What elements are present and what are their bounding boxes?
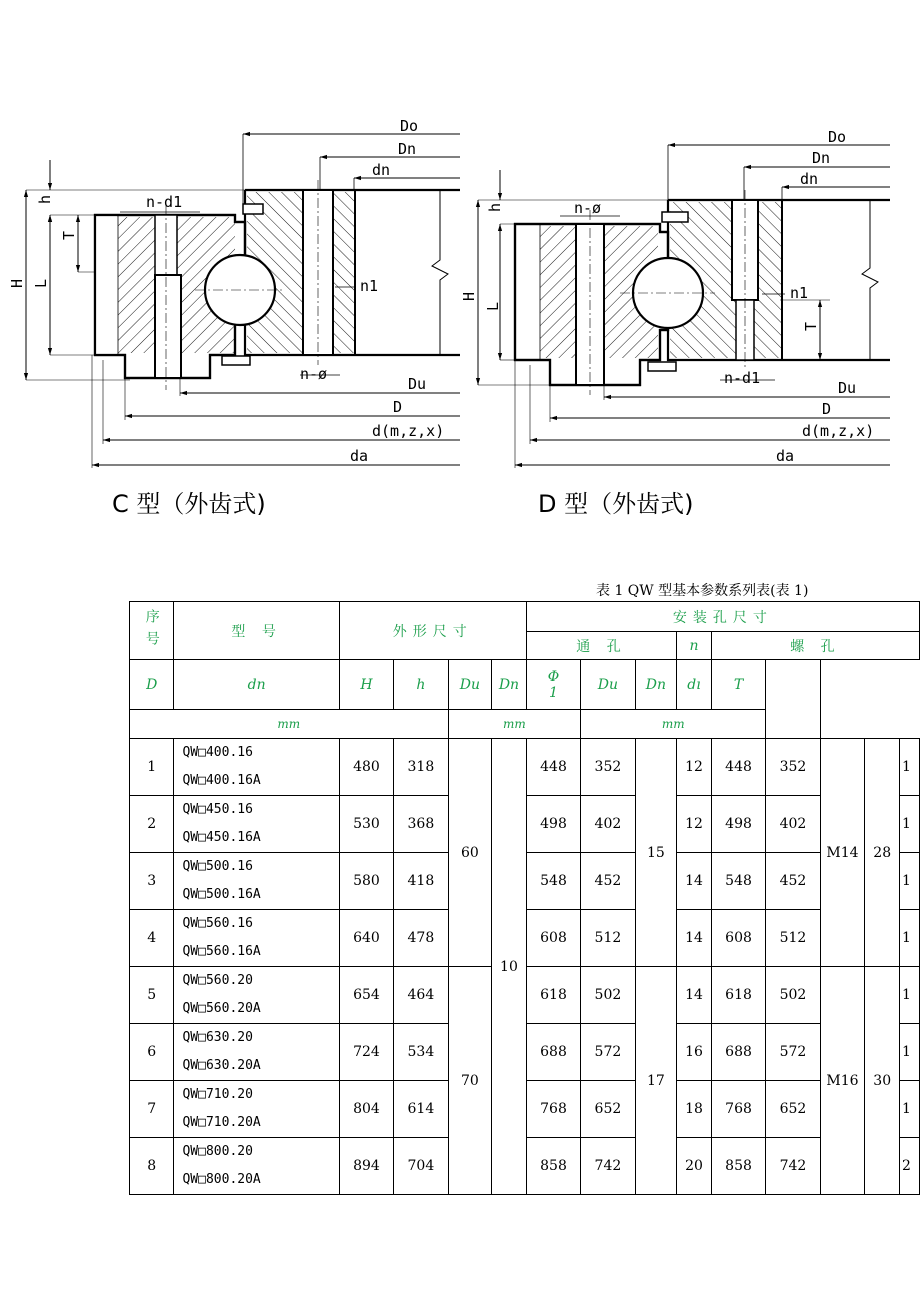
- cell-D: 530: [339, 796, 393, 853]
- table-caption: 表 1 QW 型基本参数系列表(表 1): [596, 583, 809, 599]
- header-n: n: [677, 632, 712, 660]
- cell-dn: 704: [394, 1138, 448, 1195]
- c-label-T: T: [60, 230, 78, 240]
- cell-Du: 498: [526, 796, 580, 853]
- d-label-n-d1: n-d1: [724, 369, 761, 387]
- d-label-D: D: [822, 400, 832, 418]
- cell-d1: M16: [820, 967, 865, 1195]
- cell-seq: 1: [130, 739, 174, 796]
- header-H: H: [339, 660, 393, 710]
- d-label-d: d(m,z,x): [802, 422, 875, 440]
- cell-Dn: 502: [581, 967, 635, 1024]
- d-label-H: H: [460, 291, 478, 301]
- cell-dn: 464: [394, 967, 448, 1024]
- cell-n: 18: [677, 1081, 712, 1138]
- c-label-n-d1: n-d1: [146, 193, 183, 211]
- cell-tapped-Dn: 402: [766, 796, 820, 853]
- cell-model: [174, 1138, 339, 1195]
- cell-D: 724: [339, 1024, 393, 1081]
- d-label-T: T: [802, 321, 820, 331]
- d-type-drawing: [478, 145, 890, 468]
- cell-D: 804: [339, 1081, 393, 1138]
- unit-through: mm: [448, 710, 581, 739]
- cell-model-a: QW□500.16: [182, 859, 253, 874]
- cell-Dn: 652: [581, 1081, 635, 1138]
- header-seq: 序号: [130, 602, 174, 660]
- cell-model-a: QW□560.20: [182, 973, 253, 988]
- cell-Dn: 402: [581, 796, 635, 853]
- cell-model: [174, 1024, 339, 1081]
- cell-tapped-Du: 448: [711, 739, 765, 796]
- cell-Du: 618: [526, 967, 580, 1024]
- cell-model-b: QW□800.20A: [182, 1172, 261, 1187]
- cell-model-b: QW□560.20A: [182, 1001, 261, 1016]
- cell-last: 1: [900, 967, 920, 1024]
- cell-tapped-Du: 618: [711, 967, 765, 1024]
- cell-last: 1: [900, 796, 920, 853]
- cell-n: 14: [677, 967, 712, 1024]
- cell-dn: 478: [394, 910, 448, 967]
- cell-D: 894: [339, 1138, 393, 1195]
- cell-dn: 318: [394, 739, 448, 796]
- cell-seq: 4: [130, 910, 174, 967]
- cell-last: 1: [900, 1024, 920, 1081]
- c-label-da: da: [350, 447, 369, 465]
- cell-T: 28: [865, 739, 900, 967]
- unit-tapped: mm: [581, 710, 766, 739]
- cell-Du: 768: [526, 1081, 580, 1138]
- cell-tapped-Du: 498: [711, 796, 765, 853]
- cell-Dn: 572: [581, 1024, 635, 1081]
- cell-tapped-Du: 858: [711, 1138, 765, 1195]
- header-tapped-hole: 螺 孔: [711, 632, 919, 660]
- cell-model: [174, 739, 339, 796]
- cell-n: 14: [677, 910, 712, 967]
- c-label-H: H: [8, 278, 26, 288]
- cell-last: 1: [900, 910, 920, 967]
- cell-dn: 418: [394, 853, 448, 910]
- d-label-L: L: [484, 301, 502, 311]
- cell-Du: 548: [526, 853, 580, 910]
- cell-model-b: QW□710.20A: [182, 1115, 261, 1130]
- d-label-Du: Du: [838, 379, 857, 397]
- d-label-Dn: Dn: [812, 149, 831, 167]
- header-phi-symbol: Φ: [547, 668, 560, 685]
- header-Du: Du: [448, 660, 492, 710]
- header-outer-dims: 外形尺寸: [339, 602, 526, 660]
- header-T: T: [711, 660, 765, 710]
- cell-h: 10: [492, 739, 527, 1195]
- cell-phi: 17: [635, 967, 677, 1195]
- cell-tapped-Dn: 742: [766, 1138, 820, 1195]
- technical-drawings: [0, 0, 920, 560]
- cell-tapped-Dn: 452: [766, 853, 820, 910]
- d-label-n-phi: n-ø: [574, 199, 602, 217]
- cell-seq: 2: [130, 796, 174, 853]
- header-d1: dı: [677, 660, 712, 710]
- unit-outer: mm: [130, 710, 449, 739]
- header-dn: dn: [174, 660, 339, 710]
- c-label-n1: n1: [360, 277, 379, 295]
- cell-H: 60: [448, 739, 492, 967]
- header-D: D: [130, 660, 174, 710]
- header-tapped-Dn: Dn: [635, 660, 677, 710]
- cell-Du: 608: [526, 910, 580, 967]
- cell-D: 654: [339, 967, 393, 1024]
- c-label-h: h: [36, 194, 54, 204]
- c-label-Do: Do: [400, 117, 419, 135]
- cell-model: [174, 796, 339, 853]
- cell-model-a: QW□710.20: [182, 1087, 253, 1102]
- cell-H: 70: [448, 967, 492, 1195]
- cell-n: 12: [677, 796, 712, 853]
- cell-last: 1: [900, 739, 920, 796]
- cell-last: 1: [900, 1081, 920, 1138]
- cell-seq: 7: [130, 1081, 174, 1138]
- cell-Dn: 512: [581, 910, 635, 967]
- c-label-dn: dn: [372, 161, 391, 179]
- header-phi: [526, 660, 580, 710]
- cell-tapped-Du: 768: [711, 1081, 765, 1138]
- cell-seq: 6: [130, 1024, 174, 1081]
- cell-model: [174, 853, 339, 910]
- cell-tapped-Du: 688: [711, 1024, 765, 1081]
- cell-n: 16: [677, 1024, 712, 1081]
- cell-model-a: QW□400.16: [182, 745, 253, 760]
- header-cut-column: [766, 660, 820, 739]
- cell-Dn: 452: [581, 853, 635, 910]
- cell-seq: 5: [130, 967, 174, 1024]
- parameter-table: [129, 601, 920, 1195]
- cell-tapped-Dn: 512: [766, 910, 820, 967]
- header-tapped-Du: Du: [581, 660, 635, 710]
- cell-last: 2: [900, 1138, 920, 1195]
- cell-model-b: QW□450.16A: [182, 830, 261, 845]
- c-label-L: L: [32, 278, 50, 288]
- header-model: 型 号: [174, 602, 339, 660]
- cell-T: 30: [865, 967, 900, 1195]
- cell-dn: 368: [394, 796, 448, 853]
- d-label-n1: n1: [790, 284, 809, 302]
- cell-n: 14: [677, 853, 712, 910]
- header-phi-sub: 1: [549, 684, 558, 701]
- cell-n: 12: [677, 739, 712, 796]
- cell-model-a: QW□450.16: [182, 802, 253, 817]
- cell-phi: 15: [635, 739, 677, 967]
- c-type-caption: C 型（外齿式): [112, 490, 266, 518]
- cell-model-b: QW□500.16A: [182, 887, 261, 902]
- cell-model-b: QW□400.16A: [182, 773, 261, 788]
- cell-dn: 534: [394, 1024, 448, 1081]
- c-label-Du: Du: [408, 375, 427, 393]
- cell-Du: 448: [526, 739, 580, 796]
- cell-tapped-Du: 548: [711, 853, 765, 910]
- header-Dn: Dn: [492, 660, 527, 710]
- cell-model: [174, 910, 339, 967]
- header-through-hole: 通 孔: [526, 632, 676, 660]
- cell-model: [174, 1081, 339, 1138]
- d-label-h: h: [486, 202, 504, 212]
- cell-D: 480: [339, 739, 393, 796]
- cell-model-b: QW□560.16A: [182, 944, 261, 959]
- cell-model-b: QW□630.20A: [182, 1058, 261, 1073]
- cell-tapped-Dn: 352: [766, 739, 820, 796]
- cell-Du: 688: [526, 1024, 580, 1081]
- c-label-d: d(m,z,x): [372, 422, 445, 440]
- c-label-D: D: [393, 398, 403, 416]
- header-h: h: [394, 660, 448, 710]
- header-mounting: 安装孔尺寸: [526, 602, 919, 632]
- c-label-n-phi: n-ø: [300, 365, 328, 383]
- c-type-drawing: [26, 134, 460, 468]
- cell-last: 1: [900, 853, 920, 910]
- cell-tapped-Dn: 572: [766, 1024, 820, 1081]
- cell-Du: 858: [526, 1138, 580, 1195]
- d-label-Do: Do: [828, 128, 847, 146]
- cell-D: 640: [339, 910, 393, 967]
- cell-model: [174, 967, 339, 1024]
- c-label-Dn: Dn: [398, 140, 417, 158]
- cell-n: 20: [677, 1138, 712, 1195]
- cell-seq: 3: [130, 853, 174, 910]
- d-label-dn: dn: [800, 170, 819, 188]
- d-label-da: da: [776, 447, 795, 465]
- cell-model-a: QW□800.20: [182, 1144, 253, 1159]
- cell-Dn: 742: [581, 1138, 635, 1195]
- cell-model-a: QW□560.16: [182, 916, 253, 931]
- table-row: [130, 739, 920, 796]
- cell-model-a: QW□630.20: [182, 1030, 253, 1045]
- cell-d1: M14: [820, 739, 865, 967]
- cell-tapped-Dn: 652: [766, 1081, 820, 1138]
- cell-seq: 8: [130, 1138, 174, 1195]
- cell-tapped-Du: 608: [711, 910, 765, 967]
- cell-tapped-Dn: 502: [766, 967, 820, 1024]
- cell-dn: 614: [394, 1081, 448, 1138]
- cell-Dn: 352: [581, 739, 635, 796]
- cell-D: 580: [339, 853, 393, 910]
- d-type-caption: D 型（外齿式): [538, 490, 694, 518]
